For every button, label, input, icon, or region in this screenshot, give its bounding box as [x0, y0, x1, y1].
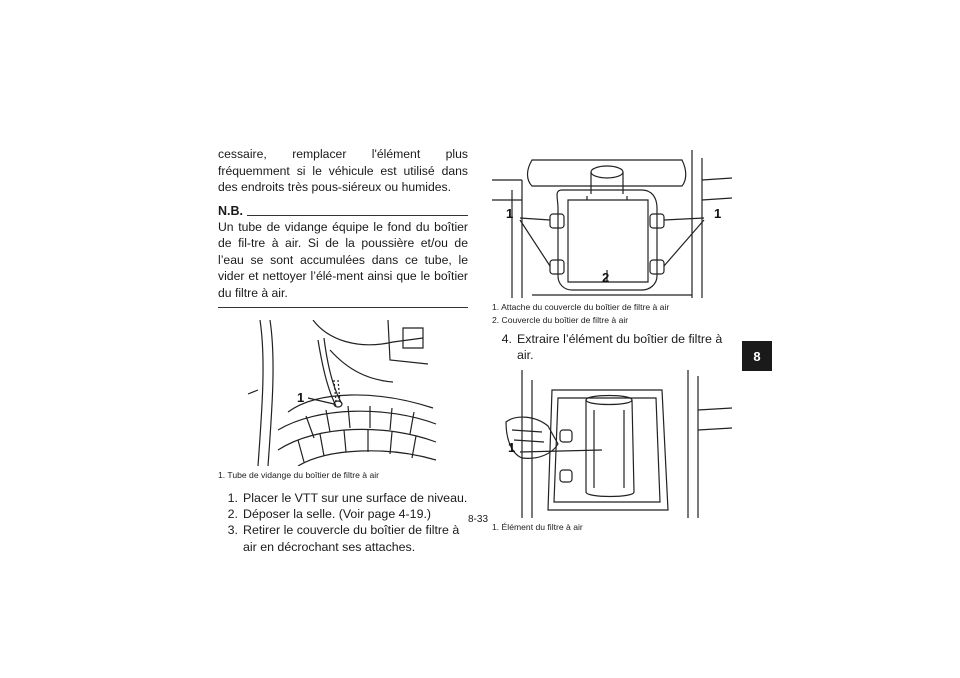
step-text: Extraire l’élément du boîtier de filtre à air. [517, 332, 723, 363]
note-header [218, 204, 468, 218]
drain-tube-drawing [218, 320, 438, 466]
airbox-cover-drawing [492, 150, 732, 298]
figure3-caption: 1. Élément du filtre à air [492, 521, 583, 532]
callout-filter-element: 1 [508, 439, 516, 455]
callout-airbox-cover: 2 [602, 270, 610, 285]
callout-drain-tube: 1 [297, 390, 305, 405]
step-number: 4. [501, 332, 512, 346]
step-item [218, 506, 468, 522]
step-number: 2. [227, 506, 238, 521]
figure1-caption: 1. Tube de vidange du boîtier de filtre à air [218, 470, 379, 480]
note-label: N.B. [218, 203, 243, 218]
page-number: 8-33 [468, 514, 489, 525]
callout-cover-clip-left: 1 [506, 206, 514, 221]
steps-list-left [218, 490, 468, 556]
chapter-tab: 8 [742, 341, 772, 371]
filter-element-drawing [492, 370, 732, 518]
figure2-caption-1: 1. Attache du couvercle du boîtier de filtre à air [492, 302, 670, 312]
figure2-caption-2: 2. Couvercle du boîtier de filtre à air [492, 314, 629, 325]
airbox-cover-illustration [492, 150, 732, 298]
step-text: Placer le VTT sur une surface de niveau. [243, 490, 468, 505]
note-rule [247, 215, 468, 216]
step-item [492, 331, 732, 364]
callout-cover-clip-right: 1 [714, 206, 722, 221]
step-text: Déposer la selle. (Voir page 4-19.) [243, 506, 432, 521]
filter-element-illustration [492, 370, 732, 518]
right-column [492, 150, 732, 533]
note-bottom-rule [218, 307, 468, 308]
step-number: 3. [227, 523, 238, 538]
note-text: Un tube de vidange équipe le fond du boîtier de fil-tre à air. Si de la poussière et/ou de l’eau se sont accumulées dans ce tube, le vider et nettoyer l’élé-ment ainsi que le boîtier du filtre à air. [218, 219, 468, 300]
steps-list-right [492, 331, 732, 364]
drain-tube-illustration [218, 320, 438, 466]
left-column [218, 146, 468, 555]
step-number: 1. [227, 490, 238, 505]
step-item [218, 522, 468, 555]
step-text: Retirer le couvercle du boîtier de filtre à air en décrochant ses attaches. [243, 523, 460, 554]
intro-paragraph: cessaire, remplacer l'élément plus fréquemment si le véhicule est utilisé dans des endroits très pous-siéreux ou humides. [218, 147, 468, 194]
step-item [218, 490, 468, 506]
